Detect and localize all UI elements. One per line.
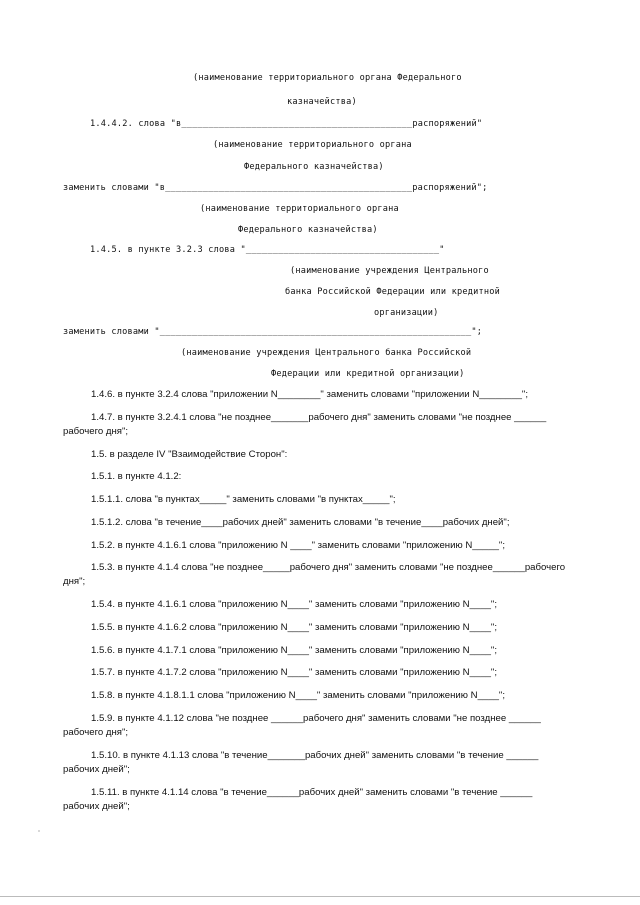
caption-line: организации) bbox=[374, 308, 439, 318]
caption-line: казначейства) bbox=[287, 97, 357, 107]
clause-1-5-5: 1.5.5. в пункте 4.1.6.2 слова "приложению N____" заменить словами "приложению N____"; bbox=[91, 622, 497, 633]
clause-1-5-9-cont: рабочего дня"; bbox=[63, 727, 129, 738]
caption-line: Федерального казначейства) bbox=[238, 225, 378, 235]
caption-line: (наименование территориального органа bbox=[200, 204, 399, 214]
clause-1-5: 1.5. в разделе IV "Взаимодействие Сторон": bbox=[91, 449, 288, 460]
caption-line: (наименование территориального органа bbox=[213, 140, 412, 150]
caption-line: (наименование учреждения Центрального bbox=[290, 266, 489, 276]
replace-line: заменить словами "__________________________________________________________"; bbox=[63, 327, 483, 337]
page-bottom-rule bbox=[0, 896, 640, 897]
clause-1-5-8: 1.5.8. в пункте 4.1.8.1.1 слова "приложению N____" заменить словами "приложению N____"; bbox=[91, 690, 505, 701]
replace-line: заменить словами "в______________________________________________распоряжений"; bbox=[63, 183, 488, 193]
clause-1-5-11: 1.5.11. в пункте 4.1.14 слова "в течение______рабочих дней" заменить словами "в течение ______ bbox=[91, 787, 533, 798]
clause-1-5-11-cont: рабочих дней"; bbox=[63, 801, 130, 812]
clause-1-4-7-cont: рабочего дня"; bbox=[63, 426, 129, 437]
clause-1-5-9: 1.5.9. в пункте 4.1.12 слова "не позднее ______рабочего дня" заменить словами "не позднее ______ bbox=[91, 713, 541, 724]
caption-line: банка Российской Федерации или кредитной bbox=[285, 287, 500, 297]
clause-1-5-3-cont: дня"; bbox=[63, 576, 86, 587]
clause-1-5-2: 1.5.2. в пункте 4.1.6.1 слова "приложению N ____" заменить словами "приложению N_____"; bbox=[91, 540, 505, 551]
clause-1-4-5: 1.4.5. в пункте 3.2.3 слова "____________________________________" bbox=[90, 245, 445, 255]
caption-line: (наименование учреждения Центрального банка Российской bbox=[181, 348, 472, 358]
clause-1-5-7: 1.5.7. в пункте 4.1.7.2 слова "приложению N____" заменить словами "приложению N____"; bbox=[91, 667, 497, 678]
caption-line: (наименование территориального органа Федерального bbox=[193, 73, 462, 83]
clause-1-5-1-2: 1.5.1.2. слова "в течение____рабочих дней" заменить словами "в течение____рабочих дней"; bbox=[91, 517, 510, 528]
clause-1-4-7: 1.4.7. в пункте 3.2.4.1 слова "не позднее_______рабочего дня" заменить словами "не позднее ______ bbox=[91, 412, 547, 423]
caption-line: Федерации или кредитной организации) bbox=[271, 369, 465, 379]
caption-line: Федерального казначейства) bbox=[244, 162, 384, 172]
clause-1-4-6: 1.4.6. в пункте 3.2.4 слова "приложении N________" заменить словами "приложении N________"; bbox=[91, 389, 529, 400]
clause-1-5-4: 1.5.4. в пункте 4.1.6.1 слова "приложению N____" заменить словами "приложению N____"; bbox=[91, 599, 497, 610]
clause-1-4-4-2: 1.4.4.2. слова "в___________________________________________распоряжений" bbox=[90, 119, 483, 129]
clause-1-5-10-cont: рабочих дней"; bbox=[63, 764, 130, 775]
clause-1-5-6: 1.5.6. в пункте 4.1.7.1 слова "приложению N____" заменить словами "приложению N____"; bbox=[91, 645, 497, 656]
scan-speck bbox=[38, 830, 40, 832]
clause-1-5-1-1: 1.5.1.1. слова "в пунктах_____" заменить словами "в пунктах_____"; bbox=[91, 494, 396, 505]
clause-1-5-1: 1.5.1. в пункте 4.1.2: bbox=[91, 471, 182, 482]
clause-1-5-10: 1.5.10. в пункте 4.1.13 слова "в течение_______рабочих дней" заменить словами "в течение ______ bbox=[91, 750, 539, 761]
clause-1-5-3: 1.5.3. в пункте 4.1.4 слова "не позднее_____рабочего дня" заменить словами "не позднее______рабочего bbox=[91, 562, 566, 573]
